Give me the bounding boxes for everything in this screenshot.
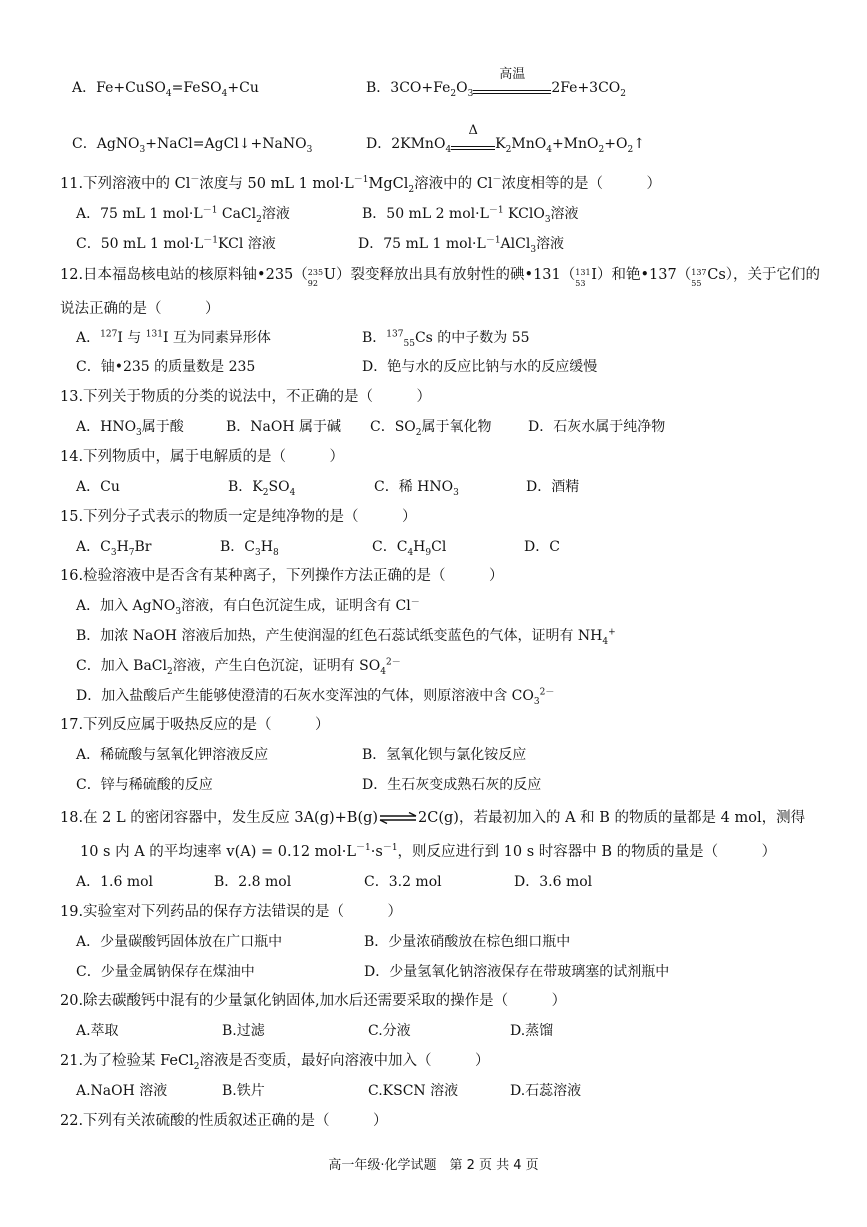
q21-option-c: C.KSCN 溶液	[368, 1083, 459, 1099]
q21-option-b: B.铁片	[222, 1083, 265, 1099]
q16-option-d: D．加入盐酸后产生能够使澄清的石灰水变浑浊的气体，则原溶液中含 $CO_3^{2-}$	[76, 687, 555, 707]
q22-stem: 22.下列有关浓硫酸的性质叙述正确的是（ ）	[60, 1113, 388, 1129]
q16-stem: 16.检验溶液中是否含有某种离子，下列操作方法正确的是（ ）	[60, 568, 504, 584]
q14-option-d: D．酒精	[526, 479, 580, 495]
nuclide-notation: 137 55	[691, 268, 707, 288]
q20-option-c: C.分液	[368, 1023, 411, 1039]
q15-option-d: D．C	[524, 539, 560, 555]
q10-option-a: A．Fe+CuSO$_4$=FeSO$_4$+Cu	[72, 80, 259, 99]
up-arrow-icon: ↑	[633, 136, 645, 152]
q19-stem: 19.实验室对下列药品的保存方法错误的是（ ）	[60, 904, 403, 920]
q15-stem: 15.下列分子式表示的物质一定是纯净物的是（ ）	[60, 509, 417, 525]
q13-option-d: D．石灰水属于纯净物	[528, 419, 666, 435]
q11-stem: 11.下列溶液中的 Cl－浓度与 50 mL 1 $mol\cdot L^{-1}MgCl_2$溶液中的 Cl－浓度相等的是（ ）	[60, 175, 661, 195]
q17-option-a: A．稀硫酸与氢氧化钾溶液反应	[76, 747, 269, 763]
reaction-condition-arrow: Δ	[451, 138, 495, 150]
q11-option-c: C．50 mL 1 $mol\cdot L^{-1}KCl$ 溶液	[76, 235, 276, 252]
q20-option-b: B.过滤	[222, 1023, 265, 1039]
q13-option-b: B．NaOH 属于碱	[226, 419, 342, 435]
q17-option-c: C．锌与稀硫酸的反应	[76, 777, 213, 793]
q14-option-c: C．稀 $HNO_3$	[374, 479, 459, 498]
q16-option-a: A．加入 AgNO$_3$溶液，有白色沉淀生成，证明含有 Cl－	[76, 597, 420, 617]
q12-option-d: D．铯与水的反应比钠与水的反应缓慢	[362, 359, 598, 375]
nuclide-notation: 131 53	[575, 268, 591, 288]
q13-option-c: C．$SO_2$属于氧化物	[370, 419, 492, 438]
q19-option-c: C．少量金属钠保存在煤油中	[76, 964, 255, 980]
q10-option-d: D．2KMnO$_4$ Δ $K_2MnO_4+MnO_2+O_2↑$	[366, 123, 645, 155]
q17-stem: 17.下列反应属于吸热反应的是（ ）	[60, 717, 330, 733]
q13-stem: 13.下列关于物质的分类的说法中，不正确的是（ ）	[60, 389, 432, 405]
q11-option-a: A．75 mL 1 $mol\cdot L^{-1}$ CaCl$_2$溶液	[76, 205, 290, 225]
q15-option-c: C．$C_4H_9Cl$	[372, 539, 447, 558]
nuclide-notation: 235 92	[307, 268, 324, 288]
q14-stem: 14.下列物质中，属于电解质的是（ ）	[60, 449, 345, 465]
q11-option-b: B．50 mL 2 $mol\cdot L^{-1}$ KClO$_3$溶液	[362, 205, 579, 225]
q20-option-a: A.萃取	[76, 1023, 119, 1039]
q20-stem: 20.除去碳酸钙中混有的少量氯化钠固体,加水后还需要采取的操作是（ ）	[60, 993, 567, 1009]
page-footer: 高一年级·化学试题 第 2 页 共 4 页	[328, 1158, 539, 1173]
q14-option-b: B．$K_2SO_4$	[228, 479, 296, 498]
q18-option-a: A．1.6 mol	[76, 874, 154, 890]
q18-option-d: D．3.6 mol	[514, 874, 593, 890]
q12-stem: 12.日本福岛核电站的核原料铀•235（ 235 92 U）裂变释放出具有放射性的碘•131（ 131 53 I）和铯•137（ 137 55 Cs），关于它们的	[60, 267, 821, 288]
q19-option-d: D．少量氢氧化钠溶液保存在带玻璃塞的试剂瓶中	[364, 964, 670, 980]
q16-option-c: C．加入 BaCl$_2$溶液，产生白色沉淀，证明有 $SO_4^{2-}$	[76, 657, 401, 677]
q17-option-b: B．氢氧化钡与氯化铵反应	[362, 747, 527, 763]
q15-option-a: A．$C_3H_7Br$	[76, 539, 152, 558]
q21-stem: 21.为了检验某 FeCl$_2$溶液是否变质，最好向溶液中加入（ ）	[60, 1053, 490, 1072]
q19-option-b: B．少量浓硝酸放在棕色细口瓶中	[364, 934, 571, 950]
q12-option-c: C．铀•235 的质量数是 235	[76, 359, 256, 375]
q18-stem: 18.在 2 L 的密闭容器中，发生反应 3A(g)+B(g) 2C(g)，若最初加入的 A 和 B 的物质的量都是 4 mol，测得	[60, 810, 806, 826]
q10-option-c: C．AgNO$_3$+NaCl=AgCl↓+NaNO$_3$	[72, 136, 313, 155]
q16-option-b: B．加浓 NaOH 溶液后加热，产生使润湿的红色石蕊试纸变蓝色的气体，证明有 $NH_4^+$	[76, 627, 616, 647]
q12-option-b: B．$^{137}_{55}$Cs 的中子数为 55	[362, 329, 530, 349]
q18-option-c: C．3.2 mol	[364, 874, 442, 890]
reversible-arrow-icon	[378, 812, 418, 824]
q18-option-b: B．2.8 mol	[214, 874, 292, 890]
q21-option-a: A.NaOH 溶液	[76, 1083, 168, 1099]
q19-option-a: A．少量碳酸钙固体放在广口瓶中	[76, 934, 283, 950]
reaction-condition-arrow: 高温	[473, 82, 551, 94]
q14-option-a: A．Cu	[76, 479, 120, 495]
q12-stem-line2: 说法正确的是（ ）	[60, 301, 220, 317]
q11-option-d: D．75 mL 1 $mol\cdot L^{-1}AlCl_3$溶液	[358, 235, 565, 255]
q10-option-b: B．$3CO+Fe_2O_3$ 高温 $2Fe+3CO_2$	[366, 67, 627, 99]
q17-option-d: D．生石灰变成熟石灰的反应	[362, 777, 542, 793]
q21-option-d: D.石蕊溶液	[510, 1083, 582, 1099]
q18-stem-line2: 10 s 内 A 的平均速率 v(A) = 0.12 $mol\cdot L^{-1}\cdot s^{-1}$，则反应进行到 10 s 时容器中 B 的物质的量是（ ）	[80, 843, 777, 860]
q12-option-a: A．$^{127}$I 与 $^{131}$I 互为同素异形体	[76, 329, 271, 346]
q20-option-d: D.蒸馏	[510, 1023, 554, 1039]
down-arrow-icon: ↓	[238, 136, 251, 152]
q13-option-a: A．$HNO_3$属于酸	[76, 419, 184, 438]
q15-option-b: B．$C_3H_8$	[220, 539, 279, 558]
